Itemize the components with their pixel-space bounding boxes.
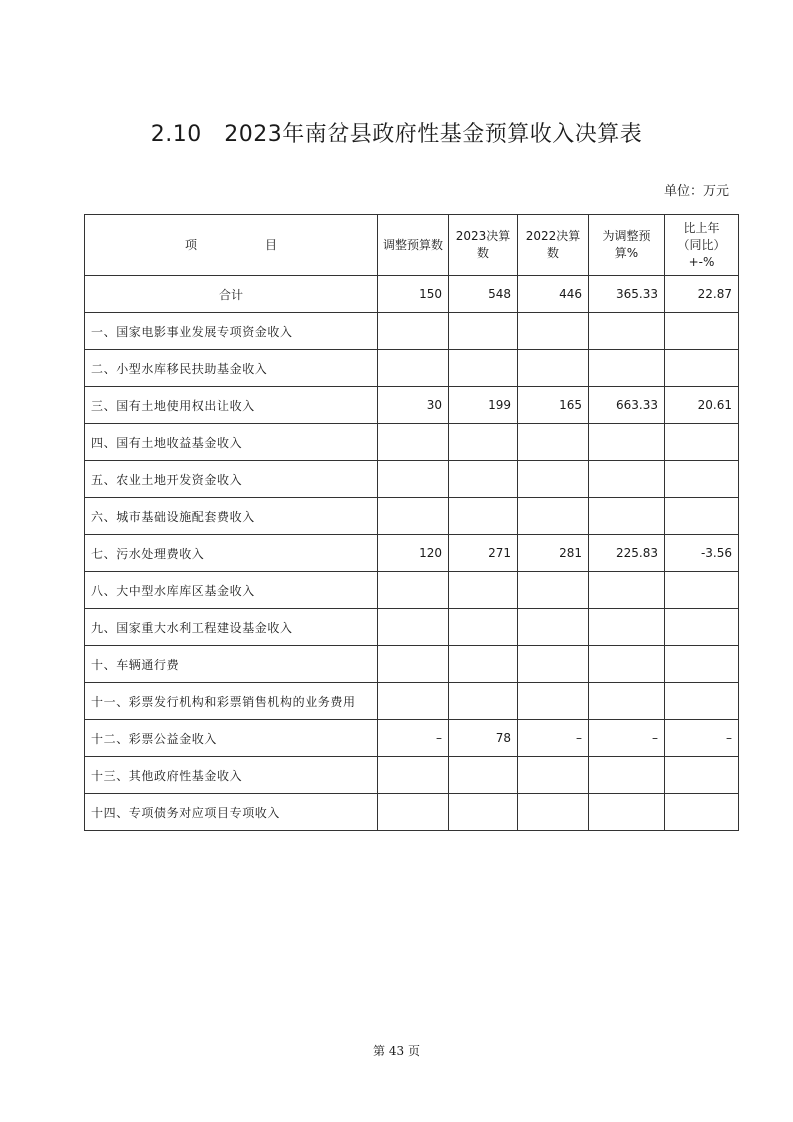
final-2022-cell: 446: [518, 276, 589, 313]
pct-adjusted-cell: –: [589, 720, 665, 757]
yoy-cell: [665, 794, 739, 831]
header-yoy-line1: 比上年: [683, 220, 720, 235]
pct-adjusted-cell: [589, 313, 665, 350]
header-item-a: 项: [184, 237, 197, 252]
header-adjusted-budget: 调整预算数: [378, 215, 449, 276]
pct-adjusted-cell: [589, 683, 665, 720]
item-name-cell: 十一、彩票发行机构和彩票销售机构的业务费用: [85, 683, 378, 720]
final-2023-cell: 271: [449, 535, 518, 572]
item-name-cell: 十二、彩票公益金收入: [85, 720, 378, 757]
table-row: [85, 313, 739, 350]
pct-adjusted-cell: [589, 794, 665, 831]
table-row: [85, 498, 739, 535]
adjusted-budget-cell: 120: [378, 535, 449, 572]
pct-adjusted-cell: [589, 461, 665, 498]
yoy-cell: [665, 646, 739, 683]
table-row: [85, 424, 739, 461]
total-row: [85, 276, 739, 313]
final-2023-cell: [449, 646, 518, 683]
adjusted-budget-cell: [378, 313, 449, 350]
header-yoy-line2: （同比）: [677, 237, 726, 252]
yoy-cell: [665, 313, 739, 350]
table-row: [85, 720, 739, 757]
adjusted-budget-cell: –: [378, 720, 449, 757]
adjusted-budget-cell: [378, 461, 449, 498]
final-2022-cell: [518, 461, 589, 498]
pct-adjusted-cell: [589, 572, 665, 609]
table-row: [85, 572, 739, 609]
final-2023-cell: [449, 350, 518, 387]
final-2023-cell: [449, 313, 518, 350]
yoy-cell: [665, 498, 739, 535]
adjusted-budget-cell: [378, 424, 449, 461]
item-name-cell: 合计: [85, 276, 378, 313]
table-row: [85, 461, 739, 498]
table-row: [85, 535, 739, 572]
unit-label: 单位：万元: [663, 184, 729, 199]
pct-adjusted-cell: [589, 609, 665, 646]
page-number: 第 43 页: [373, 1044, 420, 1058]
final-2023-cell: [449, 424, 518, 461]
final-2022-cell: [518, 794, 589, 831]
pct-adjusted-cell: [589, 498, 665, 535]
item-name-cell: 三、国有土地使用权出让收入: [85, 387, 378, 424]
table-row: [85, 794, 739, 831]
adjusted-budget-cell: [378, 757, 449, 794]
header-final-2023: 2023决算数: [449, 215, 518, 276]
final-2022-cell: [518, 572, 589, 609]
pct-adjusted-cell: [589, 646, 665, 683]
final-2023-cell: [449, 794, 518, 831]
pct-adjusted-cell: [589, 424, 665, 461]
adjusted-budget-cell: [378, 683, 449, 720]
adjusted-budget-cell: [378, 794, 449, 831]
final-2022-cell: [518, 350, 589, 387]
yoy-cell: –: [665, 720, 739, 757]
final-2022-cell: [518, 646, 589, 683]
final-2023-cell: [449, 683, 518, 720]
table-row: [85, 683, 739, 720]
pct-adjusted-cell: [589, 350, 665, 387]
final-2022-cell: [518, 683, 589, 720]
table-row: [85, 757, 739, 794]
final-2023-cell: [449, 609, 518, 646]
header-yoy: [665, 215, 739, 276]
adjusted-budget-cell: [378, 498, 449, 535]
item-name-cell: 七、污水处理费收入: [85, 535, 378, 572]
adjusted-budget-cell: 150: [378, 276, 449, 313]
adjusted-budget-cell: 30: [378, 387, 449, 424]
final-2023-cell: [449, 572, 518, 609]
final-2023-cell: [449, 757, 518, 794]
final-2023-cell: [449, 461, 518, 498]
item-name-cell: 五、农业土地开发资金收入: [85, 461, 378, 498]
table-header-row: [85, 215, 739, 276]
pct-adjusted-cell: 225.83: [589, 535, 665, 572]
table-row: [85, 387, 739, 424]
final-2023-cell: 78: [449, 720, 518, 757]
final-2023-cell: [449, 498, 518, 535]
yoy-cell: -3.56: [665, 535, 739, 572]
table-row: [85, 350, 739, 387]
item-name-cell: 一、国家电影事业发展专项资金收入: [85, 313, 378, 350]
item-name-cell: 二、小型水库移民扶助基金收入: [85, 350, 378, 387]
item-name-cell: 六、城市基础设施配套费收入: [85, 498, 378, 535]
yoy-cell: 20.61: [665, 387, 739, 424]
header-final-2022: 2022决算数: [518, 215, 589, 276]
final-2022-cell: 281: [518, 535, 589, 572]
yoy-cell: [665, 572, 739, 609]
pct-adjusted-cell: 365.33: [589, 276, 665, 313]
pct-adjusted-cell: [589, 757, 665, 794]
adjusted-budget-cell: [378, 350, 449, 387]
yoy-cell: [665, 424, 739, 461]
final-2022-cell: [518, 313, 589, 350]
item-name-cell: 十、车辆通行费: [85, 646, 378, 683]
adjusted-budget-cell: [378, 646, 449, 683]
pct-adjusted-cell: 663.33: [589, 387, 665, 424]
item-name-cell: 八、大中型水库库区基金收入: [85, 572, 378, 609]
header-pct-adjusted: 为调整预算%: [589, 215, 665, 276]
final-2023-cell: 548: [449, 276, 518, 313]
yoy-cell: [665, 461, 739, 498]
final-2022-cell: [518, 498, 589, 535]
item-name-cell: 九、国家重大水利工程建设基金收入: [85, 609, 378, 646]
yoy-cell: [665, 683, 739, 720]
fund-revenue-table: [84, 214, 739, 831]
header-item: [85, 215, 378, 276]
table-row: [85, 646, 739, 683]
final-2022-cell: [518, 609, 589, 646]
header-item-b: 目: [265, 237, 278, 252]
yoy-cell: [665, 757, 739, 794]
table-row: [85, 609, 739, 646]
page-title: 2.10 2023年南岔县政府性基金预算收入决算表: [150, 122, 643, 147]
final-2022-cell: [518, 757, 589, 794]
final-2022-cell: –: [518, 720, 589, 757]
item-name-cell: 四、国有土地收益基金收入: [85, 424, 378, 461]
final-2023-cell: 199: [449, 387, 518, 424]
item-name-cell: 十四、专项债务对应项目专项收入: [85, 794, 378, 831]
item-name-cell: 十三、其他政府性基金收入: [85, 757, 378, 794]
adjusted-budget-cell: [378, 572, 449, 609]
yoy-cell: [665, 350, 739, 387]
adjusted-budget-cell: [378, 609, 449, 646]
yoy-cell: 22.87: [665, 276, 739, 313]
final-2022-cell: [518, 424, 589, 461]
yoy-cell: [665, 609, 739, 646]
final-2022-cell: 165: [518, 387, 589, 424]
header-yoy-line3: +-%: [688, 254, 715, 269]
